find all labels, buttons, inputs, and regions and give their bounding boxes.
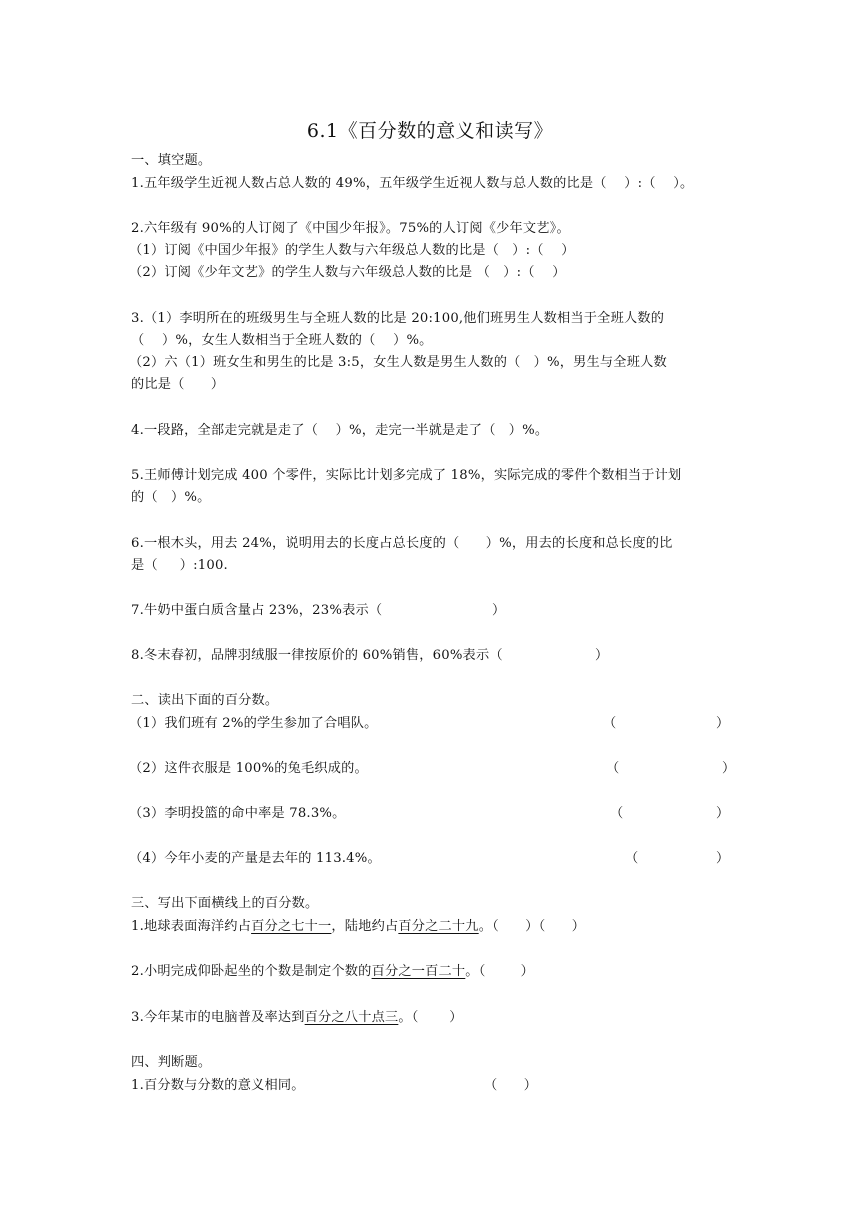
section-fill-heading: 一、填空题。 — [131, 153, 212, 168]
read-item-3-open-paren: （ — [610, 806, 624, 821]
fill-question-3-2b: 的比是（ ） — [131, 377, 225, 392]
write-q1-underlined-1: 百分之七十一 — [251, 919, 332, 934]
fill-question-3-2a: （2）六（1）班女生和男生的比是 3:5，女生人数是男生人数的（ ）%，男生与全班人数 — [129, 355, 667, 370]
fill-question-8: 8.冬末春初，品牌羽绒服一律按原价的 60%销售，60%表示（ ） — [131, 648, 609, 663]
write-question-3 — [131, 1009, 463, 1027]
fill-question-5a: 5.王师傅计划完成 400 个零件，实际比计划多完成了 18%，实际完成的零件个数相当于计划 — [131, 468, 682, 483]
write-q1-middle: ，陆地约占 — [331, 919, 399, 934]
read-item-3-close-paren: ） — [716, 806, 730, 821]
write-q2-prefix: 2.小明完成仰卧起坐的个数是制定个数的 — [131, 964, 372, 979]
page-title: 6.1《百分数的意义和读写》 — [306, 120, 554, 142]
read-item-2-open-paren: （ — [606, 761, 620, 776]
fill-question-6a: 6.一根木头，用去 24%，说明用去的长度占总长度的（ ）%，用去的长度和总长度的比 — [131, 536, 673, 551]
fill-question-4: 4.一段路，全部走完就是走了（ ）%，走完一半就是走了（ ）%。 — [131, 423, 549, 438]
read-item-1-close-paren: ） — [716, 716, 730, 731]
fill-question-3-1b: （ ）%，女生人数相当于全班人数的（ ）%。 — [131, 333, 433, 348]
fill-question-5b: 的（ ）%。 — [131, 490, 211, 505]
write-q1-answer-blanks: 。（ ）（ ） — [478, 919, 586, 934]
read-item-2-close-paren: ） — [722, 761, 736, 776]
judge-question-1: 1.百分数与分数的意义相同。 — [131, 1078, 305, 1093]
write-q3-answer-blank: 。（ ） — [398, 1010, 463, 1025]
fill-question-1: 1.五年级学生近视人数占总人数的 49%，五年级学生近视人数与总人数的比是（ ）:（ ）。 — [131, 176, 694, 191]
fill-question-7: 7.牛奶中蛋白质含量占 23%，23%表示（ ） — [131, 603, 506, 618]
judge-question-1-blank: （ ） — [484, 1078, 538, 1093]
write-q1-underlined-2: 百分之二十九 — [398, 919, 479, 934]
write-q3-prefix: 3.今年某市的电脑普及率达到 — [131, 1010, 305, 1025]
write-question-2 — [131, 963, 534, 981]
fill-question-3-1a: 3.（1）李明所在的班级男生与全班人数的比是 20:100,他们班男生人数相当于全班人数的 — [131, 311, 665, 326]
write-q1-prefix: 1.地球表面海洋约占 — [131, 919, 252, 934]
fill-question-2-2: （2）订阅《少年文艺》的学生人数与六年级总人数的比是 （ ）:（ ） — [129, 265, 566, 280]
write-q3-underlined: 百分之八十点三 — [304, 1010, 399, 1025]
section-read-heading: 二、读出下面的百分数。 — [131, 693, 279, 708]
read-item-4: （4）今年小麦的产量是去年的 113.4%。 — [129, 851, 381, 866]
write-q2-answer-blank: 。（ ） — [465, 964, 534, 979]
read-item-4-open-paren: （ — [625, 851, 639, 866]
fill-question-6b: 是（ ）:100. — [131, 558, 228, 573]
read-item-4-close-paren: ） — [716, 851, 730, 866]
section-judge-heading: 四、判断题。 — [131, 1055, 212, 1070]
read-item-2: （2）这件衣服是 100%的兔毛织成的。 — [129, 761, 368, 776]
read-item-1: （1）我们班有 2%的学生参加了合唱队。 — [129, 716, 378, 731]
fill-question-2-1: （1）订阅《中国少年报》的学生人数与六年级总人数的比是（ ）:（ ） — [129, 243, 575, 258]
write-q2-underlined: 百分之一百二十 — [371, 964, 466, 979]
read-item-1-open-paren: （ — [603, 716, 617, 731]
write-question-1 — [131, 918, 585, 936]
fill-question-2: 2.六年级有 90%的人订阅了《中国少年报》。75%的人订阅《少年文艺》。 — [131, 221, 570, 236]
section-write-heading: 三、写出下面横线上的百分数。 — [131, 896, 319, 911]
read-item-3: （3）李明投篮的命中率是 78.3%。 — [129, 806, 346, 821]
